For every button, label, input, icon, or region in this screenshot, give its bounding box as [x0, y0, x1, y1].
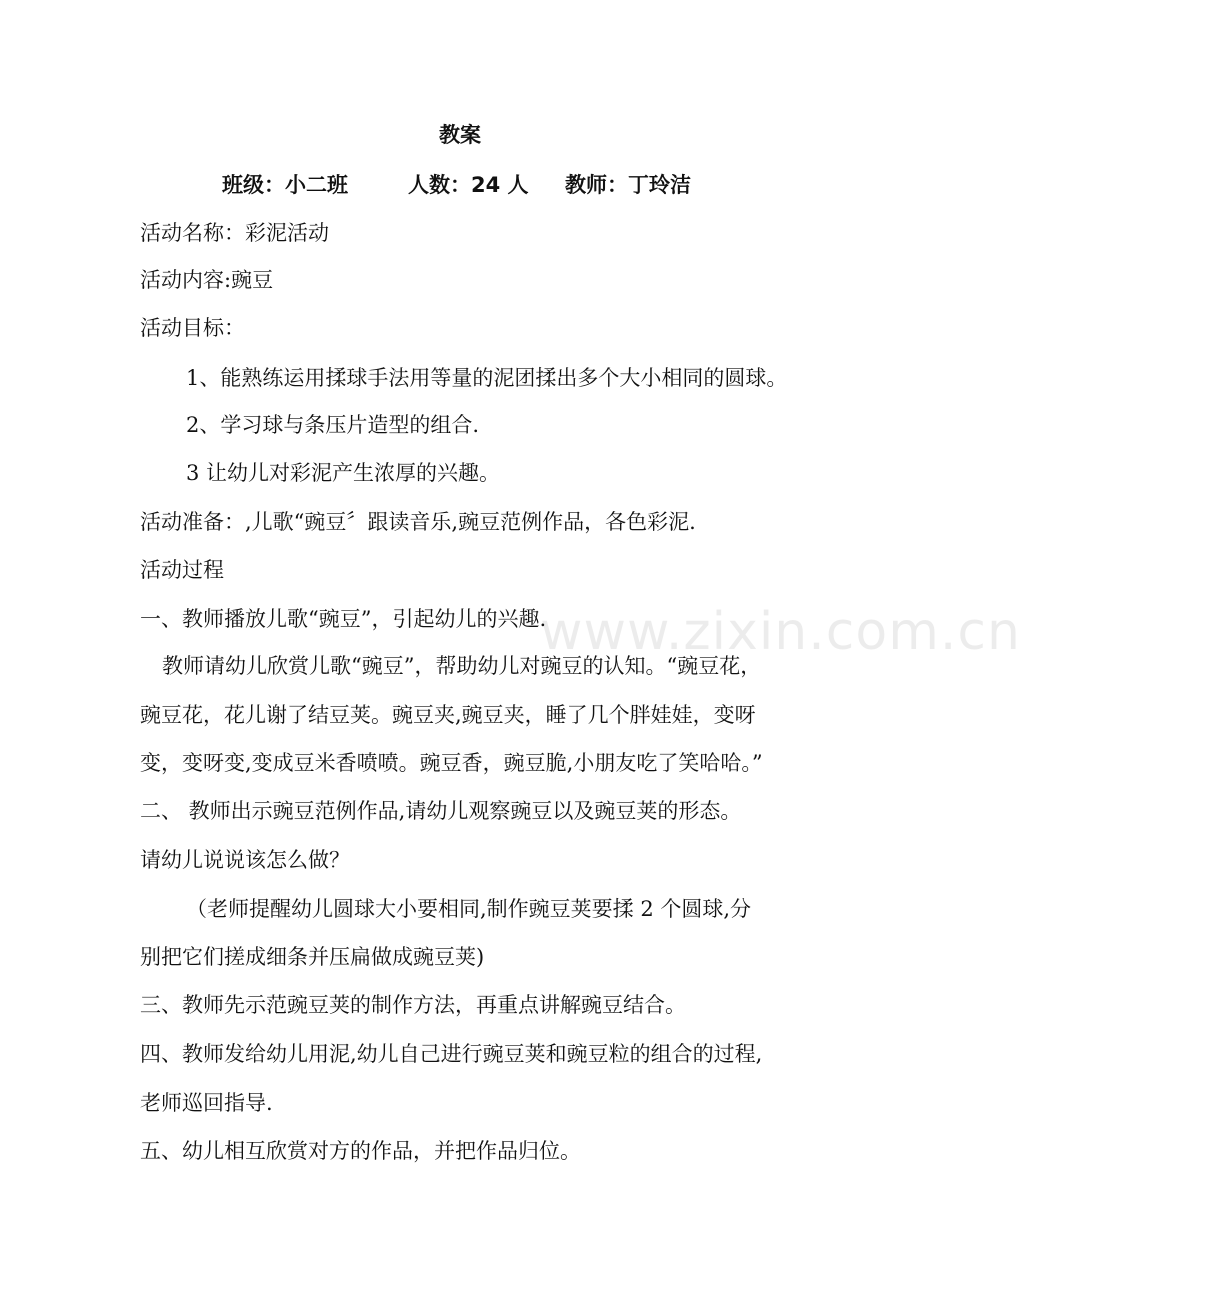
- step-5: 五、幼儿相互欣赏对方的作品，并把作品归位。: [140, 1139, 581, 1163]
- goal-item-3: 3 让幼儿对彩泥产生浓厚的兴趣。: [186, 461, 501, 485]
- paragraph-line: 变，变呀变,变成豆米香喷喷。豌豆香，豌豆脆,小朋友吃了笑哈哈。”: [140, 751, 763, 775]
- teacher-label: 教师：丁玲洁: [565, 173, 691, 197]
- step-1: 一、教师播放儿歌“豌豆”，引起幼儿的兴趣.: [140, 607, 547, 631]
- document-title: 教案: [439, 123, 481, 147]
- step-4: 四、教师发给幼儿用泥,幼儿自己进行豌豆荚和豌豆粒的组合的过程,: [140, 1042, 763, 1066]
- paragraph-line: 请幼儿说说该怎么做？: [140, 848, 350, 872]
- class-label: 班级：小二班: [222, 173, 348, 197]
- activity-preparation: 活动准备：,儿歌“豌豆〞跟读音乐,豌豆范例作品，各色彩泥.: [140, 510, 696, 534]
- goal-item-1: 1、能熟练运用揉球手法用等量的泥团揉出多个大小相同的圆球。: [186, 366, 788, 390]
- activity-content: 活动内容:豌豆: [140, 268, 274, 292]
- step-2: 二、 教师出示豌豆范例作品,请幼儿观察豌豆以及豌豆荚的形态。: [140, 799, 742, 823]
- paragraph-line: 豌豆花，花儿谢了结豆荚。豌豆夹,豌豆夹，睡了几个胖娃娃，变呀: [140, 703, 756, 727]
- activity-process-heading: 活动过程: [140, 558, 224, 582]
- step-3: 三、教师先示范豌豆荚的制作方法，再重点讲解豌豆结合。: [140, 993, 686, 1017]
- paragraph-line: （老师提醒幼儿圆球大小要相同,制作豌豆荚要揉 2 个圆球,分: [186, 897, 752, 921]
- activity-name: 活动名称：彩泥活动: [140, 221, 329, 245]
- paragraph-line: 别把它们搓成细条并压扁做成豌豆荚): [140, 945, 485, 969]
- paragraph-line: 老师巡回指导.: [140, 1091, 273, 1115]
- count-label: 人数：24 人: [408, 173, 529, 197]
- paragraph-line: 教师请幼儿欣赏儿歌“豌豆”，帮助幼儿对豌豆的认知。“豌豆花，: [162, 654, 762, 678]
- activity-goals-heading: 活动目标：: [140, 316, 245, 340]
- goal-item-2: 2、学习球与条压片造型的组合.: [186, 413, 480, 437]
- watermark: www.zixin.com.cn: [540, 602, 1021, 662]
